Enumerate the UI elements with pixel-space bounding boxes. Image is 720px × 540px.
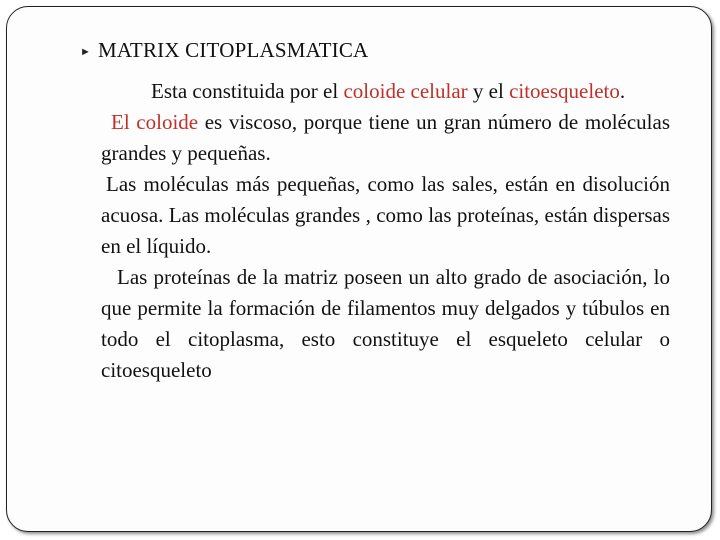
paragraph-2-text: es viscoso, porque tiene un gran número de moléculas grandes y pequeñas.: [101, 110, 670, 165]
title-text: MATRIX CITOPLASMATICA: [98, 38, 369, 62]
highlight-coloide-celular: coloide celular: [343, 79, 468, 103]
paragraph-1-text-a: Esta constituida por el: [151, 79, 344, 103]
paragraph-1-text-b: y el: [467, 79, 510, 103]
highlight-citoesqueleto: citoesqueleto: [509, 79, 620, 103]
highlight-el-coloide: El coloide: [111, 110, 199, 134]
slide-body: [101, 76, 670, 386]
bullet-marker-icon: ►: [80, 46, 92, 58]
paragraph-3: Las moléculas más pequeñas, como las sales, están en disolución acuosa. Las moléculas grandes , como las proteínas, están dispersas en el líquido.: [101, 172, 670, 258]
paragraph-1: [101, 76, 670, 107]
paragraph-4: Las proteínas de la matriz poseen un alto grado de asociación, lo que permite la formación de filamentos muy delgados y túbulos en todo el citoplasma, esto constituye el esqueleto celular o citoesqueleto: [101, 265, 670, 382]
paragraph-1-text-c: .: [619, 79, 626, 103]
slide-title: [80, 38, 368, 63]
paragraph-2: [101, 107, 670, 169]
